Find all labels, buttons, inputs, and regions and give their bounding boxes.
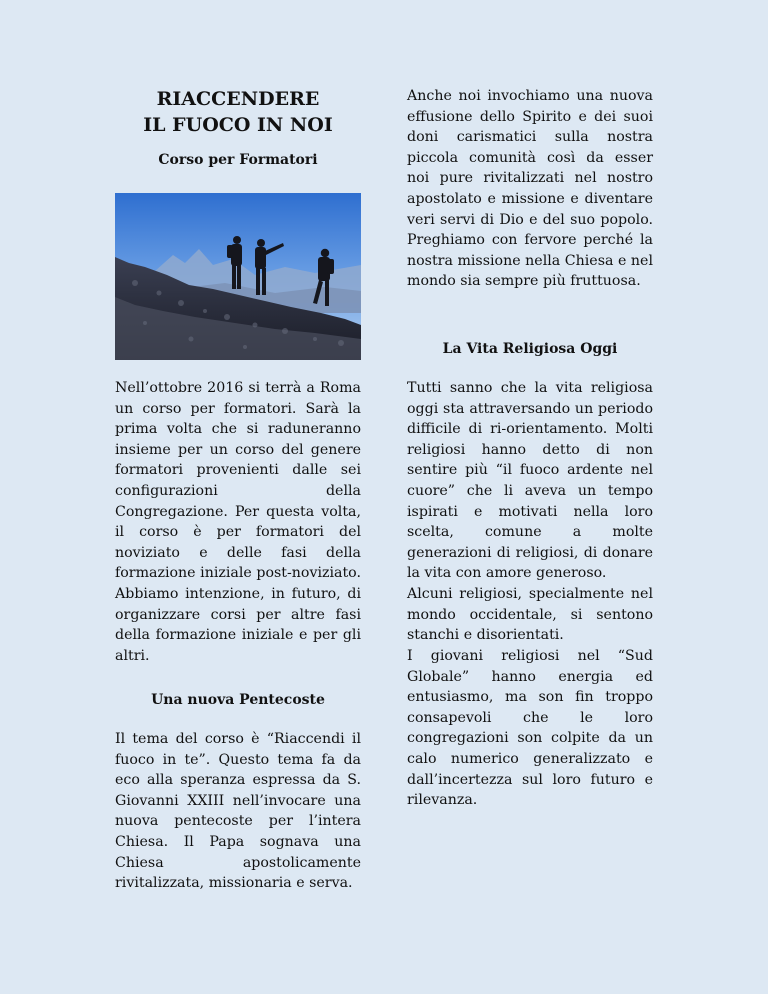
page-subtitle: Corso per Formatori	[158, 152, 318, 168]
section-heading-pentecoste: Una nuova Pentecoste	[151, 692, 325, 708]
page-title	[115, 86, 361, 138]
title-line-1: RIACCENDERE	[156, 88, 320, 110]
right-section-paragraph-3: I giovani religiosi nel “Sud Globale” hanno energia ed entusiasmo, ma son fin troppo consapevoli che le loro congregazioni son colpite da un calo numerico generalizzato e dall’incertezza sul loro futuro e rilevanza.	[407, 648, 653, 809]
photo-illustration	[115, 193, 361, 360]
right-intro-paragraph: Anche noi invochiamo una nuova effusione dello Spirito e dei suoi doni carismatici sulla nostra piccola comunità così da esser noi pure rivitalizzati nel nostro apostolato e missione e diventare veri servi di Dio e del suo popolo. Preghiamo con fervore perché la nostra missione nella Chiesa e nel mondo sia sempre più fruttuosa.	[407, 88, 653, 290]
left-section-paragraph: Il tema del corso è “Riaccendi il fuoco in te”. Questo tema fa da eco alla speranza espressa da S. Giovanni XXIII nell’invocare una nuova pentecoste per l’intera Chiesa. Il Papa sognava una Chiesa apostolicamente rivitalizzata, missionaria e serva.	[115, 731, 361, 892]
title-line-2: IL FUOCO IN NOI	[143, 114, 333, 136]
left-intro-paragraph: Nell’ottobre 2016 si terrà a Roma un corso per formatori. Sarà la prima volta che si raduneranno insieme per un corso del genere formatori provenienti dalle sei configurazioni della Congregazione. Per questa volta, il corso è per formatori del noviziato e delle fasi della formazione iniziale post-noviziato. Abbiamo intenzione, in futuro, di organizzare corsi per altre fasi della formazione iniziale e per gli altri.	[115, 380, 361, 664]
section-heading-vita-religiosa: La Vita Religiosa Oggi	[442, 341, 618, 357]
right-section-paragraph-1: Tutti sanno che la vita religiosa oggi sta attraversando un periodo difficile di ri-orientamento. Molti religiosi hanno detto di non sentire più “il fuoco ardente nel cuore” che li aveva un tempo ispirati e motivati nella loro scelta, comune a molte generazioni di religiosi, di donare la vita con amore generoso.	[407, 380, 653, 582]
right-section-paragraph-2: Alcuni religiosi, specialmente nel mondo occidentale, si sentono stanchi e disorientati.	[407, 586, 653, 644]
mountain-hikers-photo	[115, 193, 361, 360]
